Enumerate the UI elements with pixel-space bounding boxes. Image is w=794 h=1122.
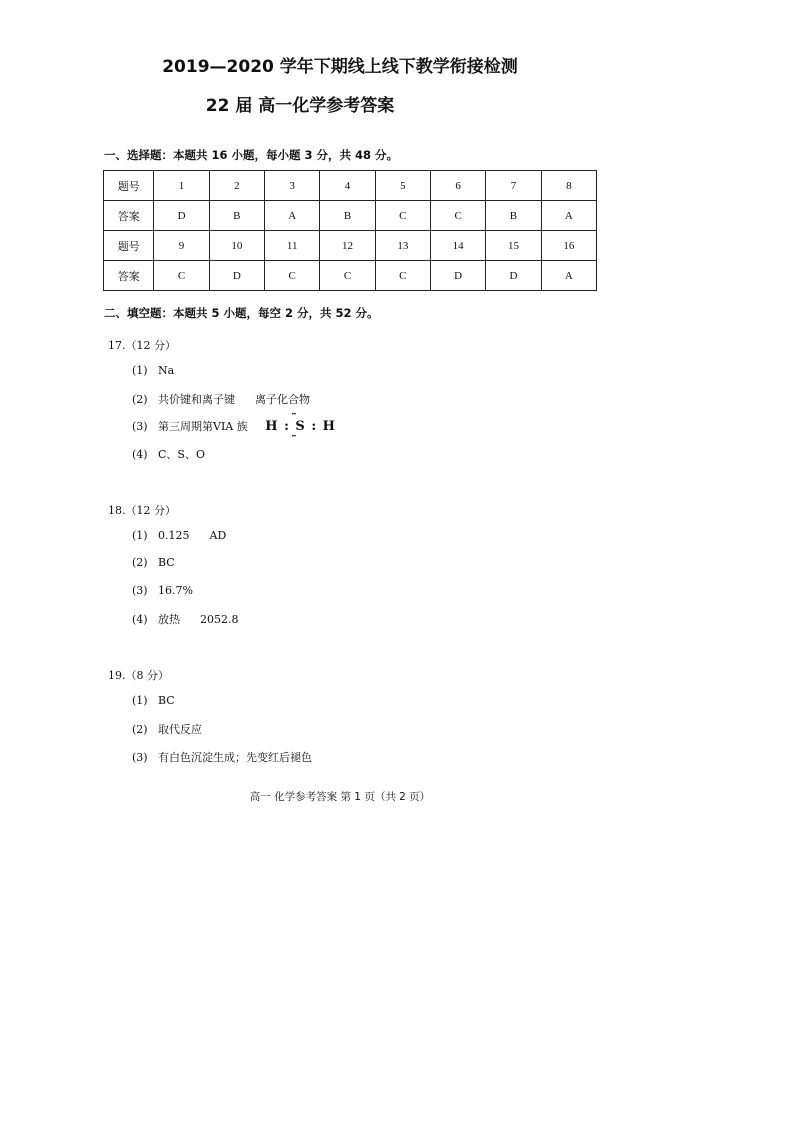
question-number: 2: [209, 171, 264, 201]
item-number: (1): [132, 364, 148, 377]
answer-line: [132, 584, 193, 597]
item-number: (3): [132, 751, 148, 764]
answer-cell: D: [486, 261, 541, 291]
table-row: [104, 171, 597, 201]
answer-text: BC: [158, 556, 175, 569]
lone-pair-top: ··: [291, 410, 296, 420]
answer-text: AD: [209, 529, 227, 542]
item-number: (4): [132, 613, 148, 626]
table-row: [104, 231, 597, 261]
lewis-structure-h2s: [265, 410, 336, 442]
item-number: (2): [132, 393, 148, 406]
table-row: [104, 201, 597, 231]
item-number: (3): [132, 420, 148, 433]
question-number: 16: [541, 231, 596, 261]
lewis-atom-h: H: [265, 419, 279, 434]
answer-cell: A: [541, 261, 596, 291]
row-label-answer: 答案: [104, 201, 154, 231]
answer-cell: C: [265, 261, 320, 291]
section-1-heading: 一、选择题：本题共 16 小题，每小题 3 分，共 48 分。: [104, 148, 399, 162]
answer-cell: C: [375, 261, 430, 291]
answer-cell: C: [375, 201, 430, 231]
lewis-bond-pair: :: [311, 419, 318, 434]
item-number: (1): [132, 694, 148, 707]
question-17-heading: 17.（12 分）: [108, 339, 176, 352]
question-number: 5: [375, 171, 430, 201]
answer-text: 共价键和离子键: [158, 393, 235, 406]
question-number: 10: [209, 231, 264, 261]
question-number: 3: [265, 171, 320, 201]
answer-cell: B: [486, 201, 541, 231]
lewis-atom-h: H: [322, 419, 336, 434]
document-title: 2019—2020 学年下期线上线下教学衔接检测: [162, 57, 518, 77]
answer-line: [132, 721, 202, 737]
answer-line: [132, 364, 174, 377]
question-number: 9: [154, 231, 209, 261]
answer-line: [132, 410, 336, 442]
table-row: [104, 261, 597, 291]
answer-line: [132, 611, 239, 627]
question-number: 15: [486, 231, 541, 261]
page-footer: 高一 化学参考答案 第 1 页（共 2 页）: [249, 791, 431, 803]
answer-text: 0.125: [158, 529, 190, 542]
answer-text: 第三周期第VIA 族: [158, 420, 248, 433]
row-label-answer: 答案: [104, 261, 154, 291]
answer-text: 16.7%: [158, 584, 193, 597]
answer-text: 有白色沉淀生成；先变红后褪色: [158, 751, 312, 764]
answer-cell: B: [209, 201, 264, 231]
item-number: (2): [132, 723, 148, 736]
answer-line: [132, 529, 226, 542]
question-number: 6: [430, 171, 485, 201]
answer-cell: A: [265, 201, 320, 231]
document-subtitle: 22 届 高一化学参考答案: [205, 96, 395, 116]
lone-pair-bottom: ··: [291, 432, 296, 442]
answer-cell: D: [209, 261, 264, 291]
item-number: (3): [132, 584, 148, 597]
answer-text: 离子化合物: [255, 393, 310, 406]
lewis-atom-s: S: [295, 419, 306, 434]
question-number: 13: [375, 231, 430, 261]
question-18-heading: 18.（12 分）: [108, 504, 176, 517]
answer-cell: A: [541, 201, 596, 231]
question-number: 7: [486, 171, 541, 201]
lewis-bond-pair: :: [284, 419, 290, 434]
question-19-heading: 19.（8 分）: [108, 669, 169, 682]
answer-cell: D: [430, 261, 485, 291]
question-number: 11: [265, 231, 320, 261]
answer-cell: C: [154, 261, 209, 291]
answer-line: [132, 391, 310, 407]
row-label-question: 题号: [104, 171, 154, 201]
answer-text: Na: [158, 364, 175, 377]
answer-text: 放热: [158, 613, 180, 626]
answer-text: BC: [158, 694, 175, 707]
answer-line: [132, 749, 312, 765]
row-label-question: 题号: [104, 231, 154, 261]
question-number: 4: [320, 171, 375, 201]
answer-line: [132, 694, 175, 707]
question-number: 12: [320, 231, 375, 261]
item-number: (1): [132, 529, 148, 542]
answer-cell: B: [320, 201, 375, 231]
item-number: (4): [132, 448, 148, 461]
answer-cell: C: [320, 261, 375, 291]
section-2-heading: 二、填空题：本题共 5 小题，每空 2 分，共 52 分。: [104, 306, 379, 320]
item-number: (2): [132, 556, 148, 569]
question-number: 8: [541, 171, 596, 201]
answer-table: [103, 170, 597, 291]
answer-text: 取代反应: [158, 723, 202, 736]
answer-cell: D: [154, 201, 209, 231]
answer-line: [132, 556, 175, 569]
question-number: 1: [154, 171, 209, 201]
answer-line: [132, 446, 205, 462]
answer-text: 2052.8: [200, 613, 239, 626]
question-number: 14: [430, 231, 485, 261]
answer-text: C、S、O: [158, 448, 205, 461]
answer-cell: C: [430, 201, 485, 231]
